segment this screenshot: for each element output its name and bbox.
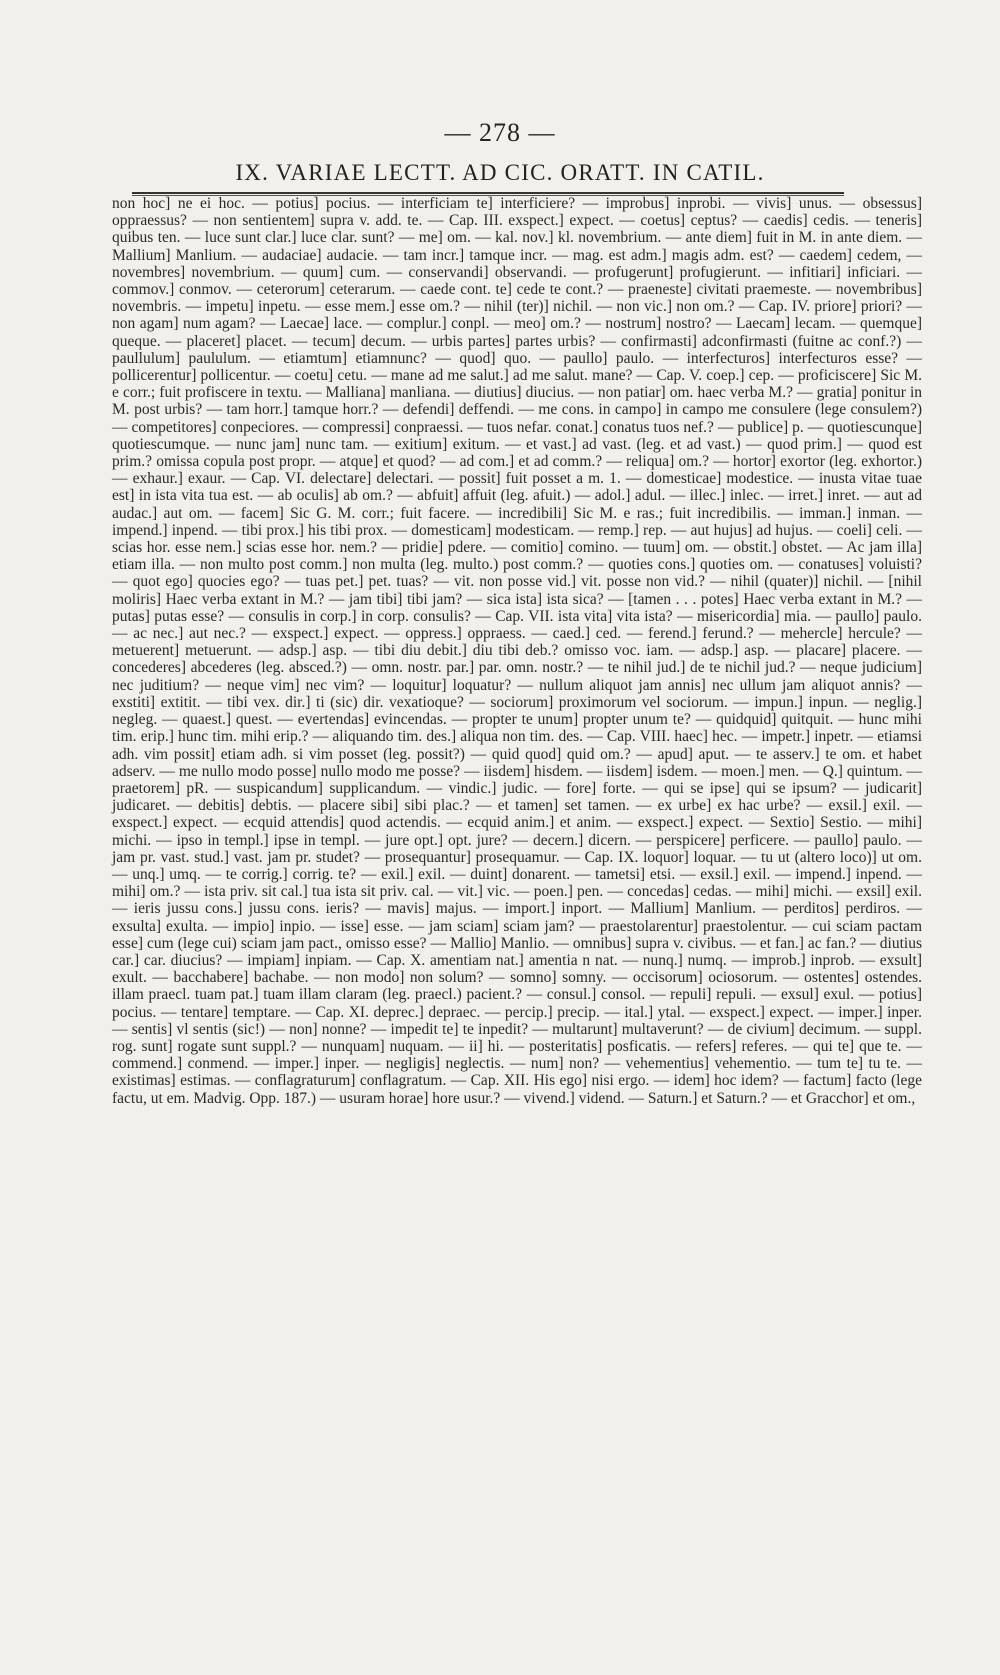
variant-readings-text (112, 195, 922, 1107)
page-number: — 278 — (444, 118, 556, 147)
variant-readings-paragraph: non hoc] ne ei hoc. — potius] pocius. — interficiam te] interficiere? — improbus] inprobi. — vivis] unus. — obsessus] oppraessus? — non sentientem] supra v. add. te. — Cap. III. exspect.] expect. — coetus] ceptus? — caedis] cedis. — teneris] quibus ten. — luce sunt clar.] luce clar. sunt? — me] om. — kal. nov.] kl. novembrium. — ante diem] fuit in M. in ante diem. — Mallium] Manlium. — audaciae] audacie. — tam incr.] tamque incr. — mag. est adm.] magis adm. est? — caedem] cedem, — novembres] novembrium. — quum] cum. — conservandi] observandi. — profugerunt] profugierunt. — infitiari] inficiari. — commov.] conmov. — ceterorum] ceterarum. — caede cont. te] cede te cont.? — praeneste] civitati praemeste. — novembribus] novembris. — impetu] inpetu. — esse mem.] esse om.? — nihil (ter)] nichil. — non vic.] non om.? — Cap. IV. priore] priori? — non agam] num agam? — Laecae] lace. — complur.] conpl. — meo] om.? — nostrum] nostro? — Laecam] lecam. — quemque] queque. — placeret] placet. — tecum] decum. — urbis partes] partes urbis? — confirmasti] adconfirmasti (fuitne ac conf.?) — paullulum] paululum. — etiamtum] etiamnunc? — quod] quo. — paullo] paulo. — interfecturos] interfecturos esse? — pollicerentur] pollicentur. — coetu] cetu. — mane ad me salut.] ad me salut. mane? — Cap. V. coep.] cep. — proficiscere] Sic M. e corr.; fuit profiscere in textu. — Malliana] manliana. — diutius] diucius. — non patiar] om. haec verba M.? — gratia] ponitur in M. post urbis? — tam horr.] tamque horr.? — defendi] deffendi. — me cons. in campo] in campo me consulere (lege consulem?) — competitores] conpeciores. — compressi] conpraessi. — tuos nefar. conat.] conatus tuos nef.? — publice] p. — quotiescunque] quotiescumque. — nunc jam] nunc tam. — exitium] exitum. — et vast.] ad vast. (leg. et ad vast.) — quod prim.] — quod est prim.? omissa copula post propr. — atque] et quod? — ad com.] et ad comm.? — reliqua] om.? — hortor] exortor (leg. exhortor.) — exhaur.] exaur. — Cap. VI. delectare] delectari. — possit] fuit posset a m. 1. — domesticae] modestice. — inusta vitae tuae est] in ista vita tua est. — ab oculis] ab om.? — abfuit] affuit (leg. afuit.) — adol.] adul. — illec.] inlec. — irret.] inret. — aut ad audac.] aut om. — facem] Sic G. M. corr.; fuit facere. — incredibili] Sic M. e ras.; fuit incredibilis. — imman.] inman. — impend.] inpend. — tibi prox.] his tibi prox. — domesticam] modesticam. — remp.] rep. — aut hujus] ad hujus. — coeli] celi. — scias hor. esse nem.] scias esse hor. nem.? — pridie] pdere. — comitio] comino. — tuum] om. — obstit.] obstet. — Ac jam illa] etiam illa. — non multo post comm.] non multa (leg. multo.) post comm.? — quoties cons.] quoties om. — conatuses] voluisti? — quot ego] quocies ego? — tuas pet.] pet. tuas? — vit. non posse vid.] vit. posse non vid.? — nihil (quater)] nichil. — [nihil moliris] Haec verba extant in M.? — jam tibi] tibi jam? — sica ista] ista sica? — [tamen . . . potes] Haec verba extant in M.? — putas] putas esse? — consulis in corp.] in corp. consulis? — Cap. VII. ista vita] vita ista? — misericordia] mia. — paullo] paulo. — ac nec.] aut nec.? — exspect.] expect. — oppress.] oppraess. — caed.] ced. — ferend.] ferund.? — mehercle] hercule? — metuerent] metuerunt. — adsp.] asp. — tibi diu debit.] diu tibi deb.? omisso voc. iam. — adsp.] asp. — placare] placere. — concederes] abcederes (leg. absced.?) — omn. nostr. par.] par. omn. nostr.? — te nihil jud.] de te nichil jud.? — neque judicium] nec juditium? — neque vim] nec vim? — loquitur] loquatur? — nullum aliquot jam annis] nec ullum jam aliquot annis? — exstiti] extitit. — tibi vex. dir.] ti (sic) dir. vexatioque? — sociorum] proximorum vel sociorum. — impun.] inpun. — neglig.] negleg. — quaest.] quest. — evertendas] evincendas. — propter te unum] propter unum te? — quidquid] quitquit. — hunc mihi tim. erip.] hunc tim. mihi erip.? — aliquando tim. des.] aliqua non tim. des. — Cap. VIII. haec] hec. — impetr.] inpetr. — etiamsi adh. vim possit] etiam adh. si vim posset (leg. possit?) — quid quod] quid om.? — apud] aput. — te asserv.] te om. et habet adserv. — me nullo modo posse] nullo modo me posse? — iisdem] hisdem. — iisdem] isdem. — moen.] men. — Q.] quintum. — praetorem] pR. — suspicandum] supplicandum. — vindic.] judic. — fore] forte. — qui se ipse] qui se ipsum? — judicarit] judicaret. — debitis] debtis. — placere sibi] sibi plac.? — et tamen] set tamen. — ex urbe] ex hac urbe? — exsil.] exil. — exspect.] expect. — ecquid attendis] quod actendis. — ecquid anim.] et anim. — exspect.] expect. — Sextio] Sestio. — mihi] michi. — ipso in templ.] ipse in templ. — jure opt.] opt. jure? — decern.] dicern. — perspicere] perficere. — paullo] paulo. — jam pr. vast. stud.] vast. jam pr. studet? — prosequantur] prosequamur. — Cap. IX. loquor] loquar. — tu ut (altero loco)] ut om. — unq.] umq. — te corrig.] corrig. te? — exil.] exil. — duint] donarent. — tametsi] etsi. — exsil.] exil. — impend.] inpend. — mihi] om.? — ista priv. sit cal.] tua ista sit priv. cal. — vit.] vic. — poen.] pen. — concedas] cedas. — mihi] michi. — exsil] exil. — ieris jussu cons.] jussu cons. ieris? — mavis] majus. — import.] inport. — Mallium] Manlium. — perditos] perdiros. — exsulta] exulta. — impio] inpio. — isse] esse. — jam sciam] sciam jam? — praestolarentur] praestolentur. — cui sciam pactam esse] cum (lege cui) sciam jam pact., omisso esse? — Mallio] Manlio. — omnibus] supra v. civibus. — et fan.] ac fan.? — diutius car.] car. diucius? — impiam] inpiam. — Cap. X. amentiam nat.] amentia n nat. — nunq.] numq. — improb.] inprob. — exsult] exult. — bacchabere] bachabe. — non modo] non solum? — somno] somny. — occisorum] ociosorum. — ostentes] ostendes. illam praecl. tuam pat.] tuam illam claram (leg. praecl.) pacient.? — consul.] consol. — repuli] repuli. — exsul] exul. — potius] pocius. — tentare] temptare. — Cap. XI. deprec.] depraec. — percip.] precip. — ital.] ytal. — exspect.] expect. — imper.] inper. — sentis] vl sentis (sic!) — non] nonne? — impedit te] te inpedit? — multarunt] multaverunt? — de civium] decimum. — suppl. rog. sunt] rogate sunt suppl.? — nunquam] nuquam. — ii] hi. — posteritatis] posficatis. — refers] referes. — qui te] que te. — commend.] conmend. — imper.] inper. — negligis] neglectis. — num] non? — vehementius] vehementio. — tum te] tu te. — existimas] estimas. — conflagraturum] conflagratum. — Cap. XII. His ego] nisi ergo. — idem] hoc idem? — factum] facto (lege factu, ut em. Madvig. Opp. 187.) — usuram horae] hore usur.? — vivend.] vidend. — Saturn.] et Saturn.? — et Gracchor] et om., (112, 195, 922, 1107)
section-title: IX. VARIAE LECTT. AD CIC. ORATT. IN CATIL. (235, 160, 765, 185)
title-rule (132, 192, 844, 194)
